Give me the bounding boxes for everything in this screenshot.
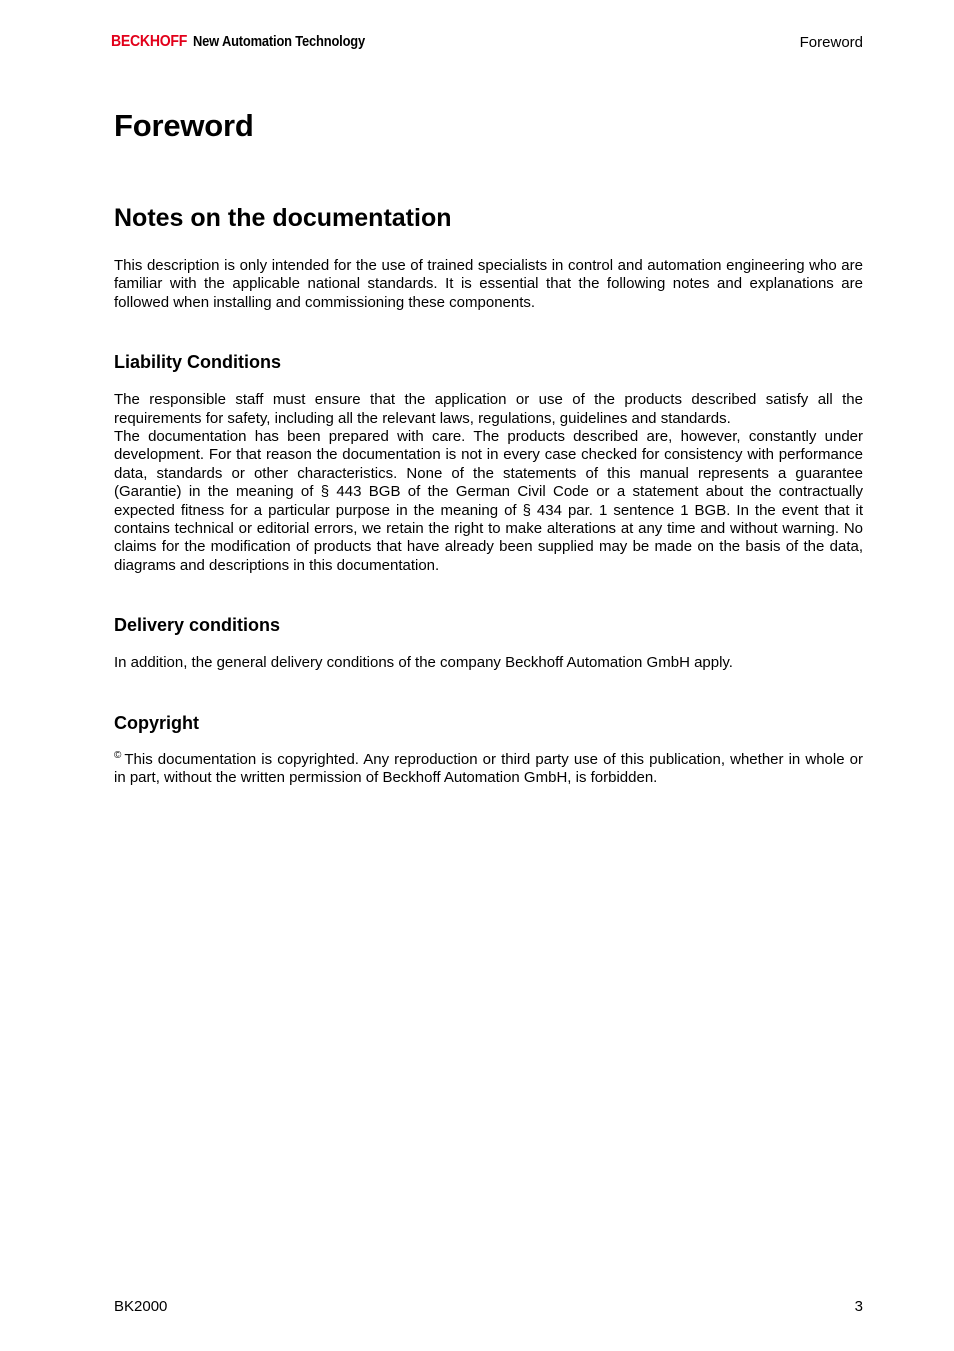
footer-product: BK2000	[114, 1298, 168, 1315]
page-title: Foreword	[114, 108, 254, 143]
copyright-text: This documentation is copyrighted. Any reproduction or third party use of this publication, whether in whole or in part, without the written permission of Beckhoff Automation GmbH, is forbidden.	[114, 750, 863, 787]
page-content	[114, 106, 863, 788]
header-section-title: Foreword	[799, 34, 863, 51]
intro-paragraph: This description is only intended for the use of trained specialists in control and automation engineering who are familiar with the applicable national standards. It is essential that the following notes and explanations are followed when installing and commissioning these components.	[114, 257, 863, 311]
section-title: Notes on the documentation	[114, 204, 452, 232]
liability-paragraph-1: The responsible staff must ensure that the application or use of the products described satisfy all the requirements for safety, including all the relevant laws, regulations, guidelines and standards.	[114, 391, 863, 427]
logo-tagline: New Automation Technology	[193, 33, 365, 50]
liability-heading: Liability Conditions	[114, 352, 281, 373]
liability-paragraph-2: The documentation has been prepared with care. The products described are, however, constantly under development. For that reason the documentation is not in every case checked for consistency with performance data, standards or other characteristics. None of the statements of this manual represents a guarantee (Garantie) in the meaning of § 443 BGB of the German Civil Code or a statement about the contractually expected fitness for a particular purpose in the meaning of § 434 par. 1 sentence 1 BGB. In the event that it contains technical or editorial errors, we retain the right to make alterations at any time and without warning. No claims for the modification of products that have already been supplied may be made on the basis of the data, diagrams and descriptions in this documentation.	[114, 428, 863, 574]
copyright-symbol: ©	[114, 749, 122, 761]
copyright-heading: Copyright	[114, 712, 199, 733]
header-logo	[111, 33, 393, 51]
delivery-heading: Delivery conditions	[114, 615, 281, 636]
delivery-paragraph: In addition, the general delivery conditions of the company Beckhoff Automation GmbH apply.	[114, 654, 733, 672]
beckhoff-logo: BECKHOFF	[111, 33, 188, 50]
copyright-paragraph	[114, 751, 863, 788]
footer-page-number: 3	[854, 1298, 863, 1315]
